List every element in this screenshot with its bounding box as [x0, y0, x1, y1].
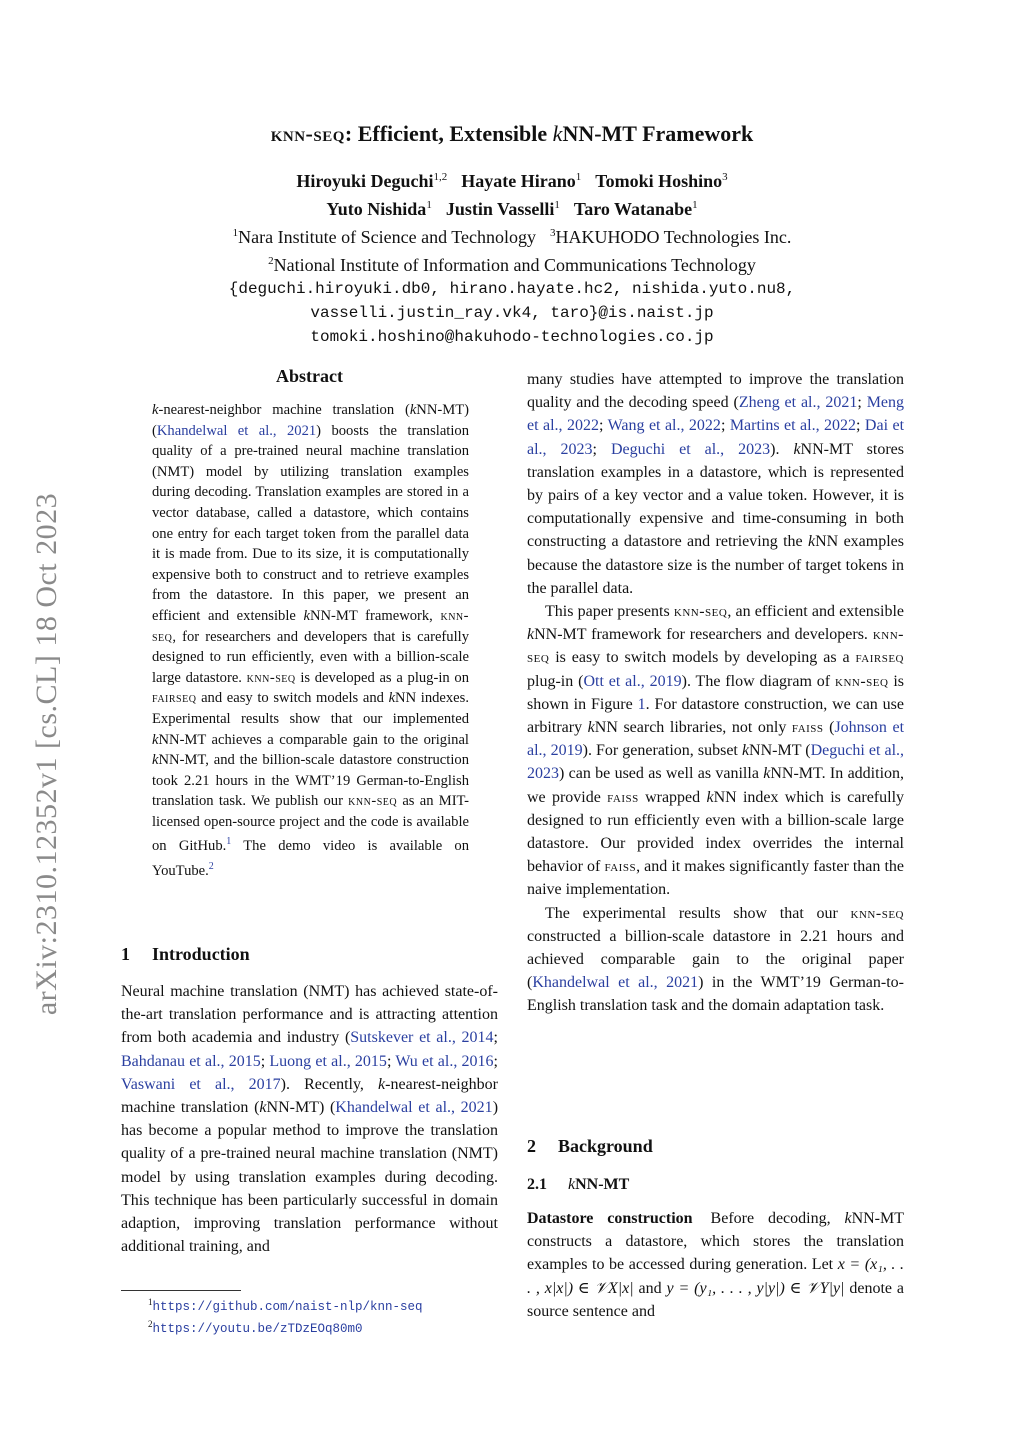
paragraph: The experimental results show that our knn-seq constructed a billion-scale datastore in 2.21 hours and achieved comparable gain to the original paper (Khandelwal et al., 2021) in the WMT’19 German-to-English translation task and the domain adaptation task. [527, 904, 904, 1015]
footnote-divider [121, 1290, 241, 1291]
citation-link[interactable]: Deguchi et al., 2023 [610, 440, 771, 458]
citation-link[interactable]: Luong et al., 2015 [269, 1052, 387, 1070]
citation-link[interactable]: Johnson et al., 2019 [527, 719, 905, 760]
datastore-construction-paragraph: Datastore construction Before decoding, kNN-MT constructs a datastore, which stores the translation examples to be accessed during generation. Let x = (x₁, . . . , x|x|) ∈ 𝒱X|x| and y = (y₁, . . . , y|y|) ∈ 𝒱Y|y| denote a source sentence and [527, 1210, 905, 1320]
author-name: Justin Vasselli [445, 199, 555, 219]
system-name: knn-seq [270, 121, 345, 146]
abstract-heading: Abstract [276, 366, 343, 386]
citation-link[interactable]: Zheng et al., 2021 [738, 394, 858, 412]
math-expression: y = (y₁, . . . , y|y|) ∈ 𝒱Y|y| [666, 1279, 845, 1297]
email-line[interactable]: tomoki.hoshino@hakuhodo-technologies.co.jp [310, 328, 714, 346]
citation-link[interactable]: Khandelwal et al., 2021 [335, 1099, 493, 1117]
author-name: Tomoki Hoshino [595, 171, 723, 191]
paper-title: knn-seq: Efficient, Extensible kNN-MT Framework [270, 121, 754, 146]
author-name: Yuto Nishida [326, 199, 427, 219]
footnote-1: $^1$https://github.com/naist-nlp/knn-seq [148, 1297, 423, 1315]
affiliation-line-1: $^1$Nara Institute of Science and Technology $^3$HAKUHODO Technologies Inc. [232, 227, 792, 247]
section-heading-background: 2 Background [527, 1136, 653, 1156]
citation-link[interactable]: Khandelwal et al., 2021 [156, 422, 317, 439]
github-link[interactable]: https://github.com/naist-nlp/knn-seq [152, 1300, 423, 1315]
citation-link[interactable]: Martins et al., 2022 [729, 417, 857, 435]
citation-link[interactable]: Deguchi et al., 2023 [527, 742, 905, 783]
affiliation-line-2: $^2$National Institute of Information and Communications Technology [268, 255, 756, 275]
math-expression: x = (x₁, . . . , x|x|) ∈ 𝒱X|x| [527, 1256, 905, 1297]
citation-link[interactable]: Wu et al., 2016 [395, 1052, 494, 1070]
citation-link[interactable]: Khandelwal et al., 2021 [532, 974, 699, 992]
footnote-marker[interactable]: 1 [226, 836, 232, 848]
author-line-1: Hiroyuki Deguchi$^{1,2}$ Hayate Hirano$^1$ Tomoki Hoshino$^3$ [296, 171, 728, 191]
footnote-2: $^2$https://youtu.be/zTDzEOq80m0 [148, 1319, 363, 1337]
email-line[interactable]: {deguchi.hiroyuki.db0, hirano.hayate.hc2, nishida.yuto.nu8, [228, 280, 796, 298]
citation-link[interactable]: Ott et al., 2019 [583, 672, 682, 690]
figure-reference-link[interactable]: 1 [637, 695, 646, 713]
author-name: Hayate Hirano [461, 171, 576, 191]
author-line-2: Yuto Nishida$^1$ Justin Vasselli$^1$ Taro Watanabe$^1$ [326, 199, 698, 219]
author-name: Taro Watanabe [573, 199, 693, 219]
author-name: Hiroyuki Deguchi [296, 171, 434, 191]
citation-link[interactable]: Sutskever et al., 2014 [350, 1029, 494, 1047]
arxiv-identifier-stamp[interactable]: arXiv:2310.12352v1 [cs.CL] 18 Oct 2023 [30, 492, 63, 1016]
email-line[interactable]: vasselli.justin_ray.vk4, taro}@is.naist.jp [310, 304, 714, 322]
affiliation: National Institute of Information and Communications Technology [273, 255, 756, 275]
citation-link[interactable]: Bahdanau et al., 2015 [121, 1052, 261, 1070]
footnote-marker[interactable]: 2 [208, 860, 214, 872]
paragraph: This paper presents knn-seq, an efficient and extensible kNN-MT framework for researchers and developers. knn-seq is easy to switch models by developing as a fairseq plug-in (Ott et al., 2019). The flow diagram of knn-seq is shown in Figure 1. For datastore construction, we can use arbitrary kNN search libraries, not only faiss (Johnson et al., 2019). For generation, subset kNN-MT (Deguchi et al., 2023) can be used as well as vanilla kNN-MT. In addition, we provide faiss wrapped kNN index which is carefully designed to run efficiently even with a billion-scale large datastore. Our provided index overrides the internal behavior of faiss, and it makes significantly faster than the naive implementation. [527, 603, 905, 899]
section-heading-introduction: 1 Introduction [121, 944, 250, 964]
subsection-heading-knn-mt: 2.1 kNN-MT [527, 1176, 630, 1193]
youtube-link[interactable]: https://youtu.be/zTDzEOq80m0 [152, 1322, 363, 1337]
affiliation: HAKUHODO Technologies Inc. [555, 227, 792, 247]
introduction-paragraph: Neural machine translation (NMT) has achieved state-of-the-art translation performance and is attracting attention from both academia and industry (Sutskever et al., 2014; Bahdanau et al., 2015; Luong et al., 2015; Wu et al., 2016; Vaswani et al., 2017). Recently, k-nearest-neighbor machine translation (kNN-MT) (Khandelwal et al., 2021) has become a popular method to improve the translation quality of a pre-trained neural machine translation (NMT) model by using translation examples during decoding. This technique has been particularly successful in domain adaption, improving translation performance without additional training, and [121, 983, 499, 1256]
run-in-heading: Datastore construction [527, 1210, 693, 1227]
footnotes [148, 1294, 423, 1338]
citation-link[interactable]: Vaswani et al., 2017 [121, 1075, 281, 1093]
author-block [120, 165, 904, 349]
abstract-text: k-nearest-neighbor machine translation (kNN-MT) (Khandelwal et al., 2021) boosts the translation quality of a pre-trained neural machine translation (NMT) model by utilizing translation examples during decoding. Translation examples are stored in a vector database, called a datastore, which contains one entry for each target token from the parallel data it is made from. Due to its size, it is computationally expensive both to construct and to retrieve examples from the datastore. In this paper, we present an efficient and extensible kNN-MT framework, knn-seq, for researchers and developers that is carefully designed to run efficiently, even with a billion-scale large datastore. knn-seq is developed as a plug-in on fairseq and easy to switch models and kNN indexes. Experimental results show that our implemented kNN-MT achieves a comparable gain to the original kNN-MT, and the billion-scale datastore construction took 2.21 hours in the WMT’19 German-to-English translation task. We publish our knn-seq as an MIT-licensed open-source project and the code is available on GitHub.$^1$ The demo video is available on YouTube.$^2$ [152, 402, 470, 879]
citation-link[interactable]: Meng et al., 2022 [527, 394, 905, 435]
citation-link[interactable]: Wang et al., 2022 [607, 417, 721, 435]
affiliation: Nara Institute of Science and Technology [238, 227, 536, 247]
right-column-text [527, 368, 904, 1018]
citation-link[interactable]: Dai et al., 2023 [527, 417, 905, 458]
paragraph: many studies have attempted to improve the translation quality and the decoding speed (Zheng et al., 2021; Meng et al., 2022; Wang et al., 2022; Martins et al., 2022; Dai et al., 2023; Deguchi et al., 2023). kNN-MT stores translation examples in a datastore, which is represented by pairs of a key vector and a value token. However, it is computationally expensive and time-consuming in both constructing a datastore and retrieving the kNN examples because the datastore size is the number of target tokens in the parallel data. [527, 371, 905, 597]
